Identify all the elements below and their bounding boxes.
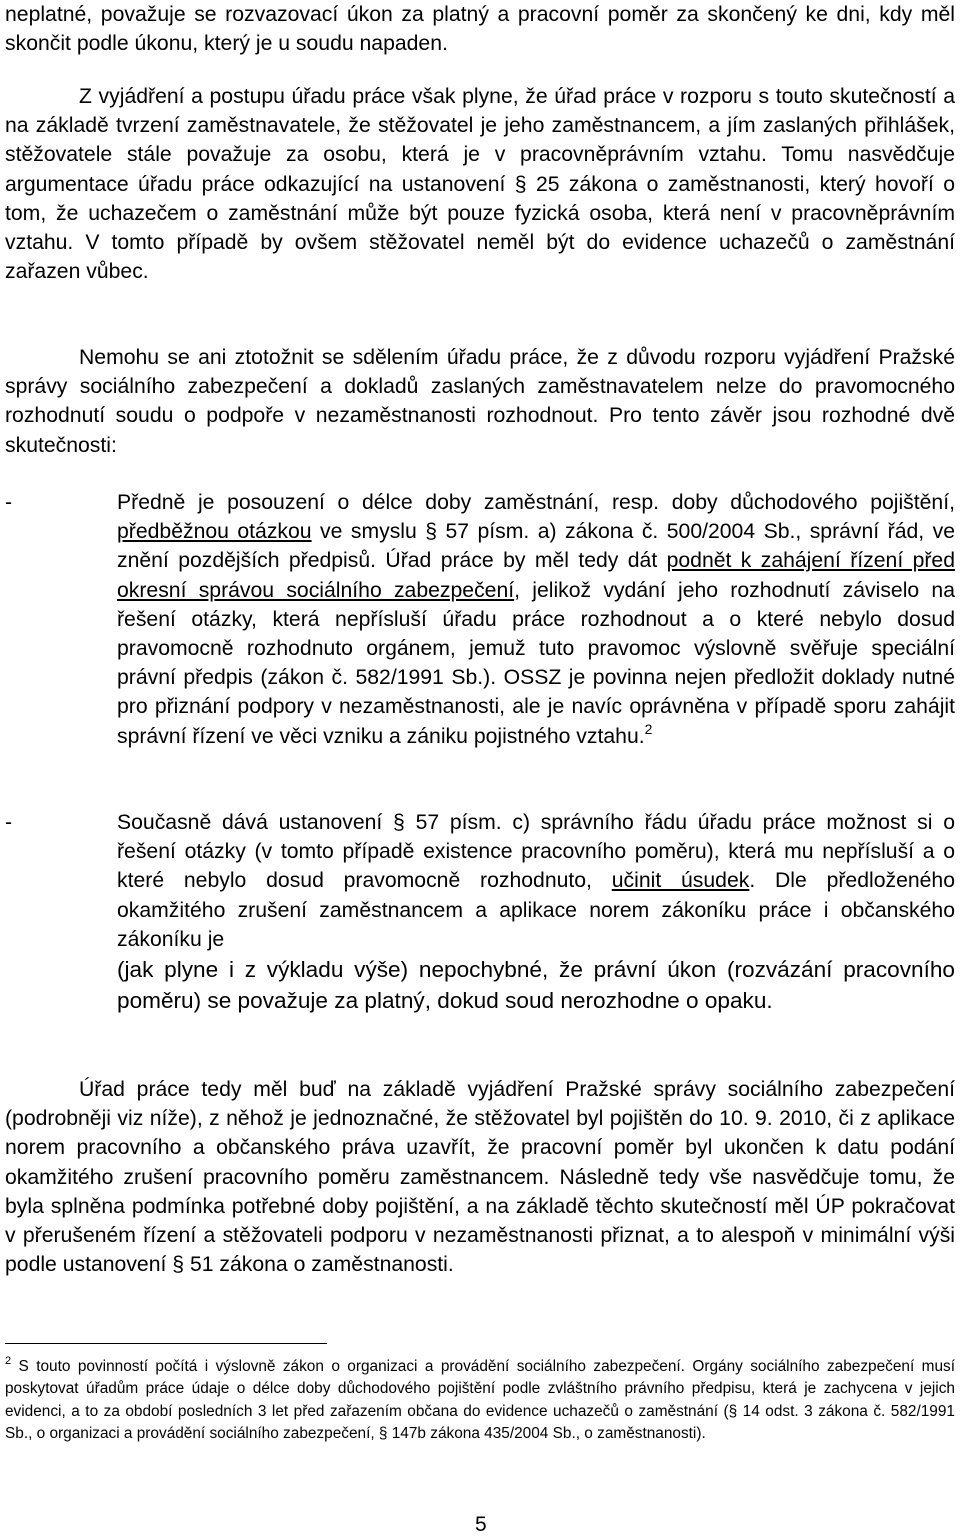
underlined-phrase: podnět k zahájení řízení před okresní správou sociálního zabezpečení	[117, 549, 955, 602]
section-sign: §	[425, 520, 438, 544]
section-sign: §	[393, 811, 405, 834]
underlined-phrase: učinit úsudek	[611, 869, 750, 893]
footnote: $^2$ S touto povinností počítá i výslovně zákon o organizaci a provádění sociálního zabezpečení. Orgány sociálního zabezpečení musí poskytovat úřadům práce údaje o délce doby důchodového pojištění podle zvláštního právního předpisu, která je zachycena v jejich evidenci, a to za období posledních 3 let před zařazením občana do evidence uchazečů o zaměstnání (§ 14 odst. 3 zákona č. 582/1991 Sb., o organizaci a provádění sociálního zabezpečení, § 147b zákona 435/2004 Sb., o zaměstnanosti).	[5, 1355, 955, 1442]
footnote-mark: 2	[5, 1355, 12, 1367]
bullet-dash: -	[5, 811, 13, 834]
footnote-separator	[5, 1343, 327, 1344]
section-sign: §	[514, 172, 527, 196]
emphasized-passage: (jak plyne i z výkladu výše) nepochybné, že právní úkon (rozvázání pracovního poměru) se považuje za platný, dokud soud nerozhodne o opaku.	[117, 957, 955, 1014]
bullet-item-1: - Předně je posouzení o délce doby zaměstnání, resp. doby důchodového pojištění, předběžnou otázkou ve smyslu § 57 písm. a) zákona č. 500/2004 Sb., správní řád, ve znění pozdějších předpisů. Úřad práce by měl tedy dát podnět k zahájení řízení před okresní správou sociálního zabezpečení, jelikož vydání jeho rozhodnutí záviselo na řešení otázky, která nepřísluší úřadu práce rozhodnout a o které nebylo dosud pravomocně rozhodnuto orgánem, jemuž tuto pravomoc výslovně svěřuje speciální právní předpis (zákon č. 582/1991 Sb.). OSSZ je povinna nejen předložit doklady nutné pro přiznání podpory v nezaměstnanosti, ale je navíc oprávněna v případě sporu zahájit správní řízení ve věci vzniku a zániku pojistného vztahu.$^2$	[5, 488, 955, 751]
bullet-dash: -	[5, 491, 13, 514]
section-sign: §	[728, 1402, 738, 1420]
underlined-phrase: předběžnou otázkou	[117, 520, 312, 544]
footnote-reference[interactable]: 2	[644, 720, 653, 737]
bullet-item-2: - Současně dává ustanovení § 57 písm. c) správního řádu úřadu práce možnost si o řešení otázky (v tomto případě existence pracovního poměru), která mu nepřísluší a o které nebylo dosud pravomocně rozhodnuto, učinit úsudek. Dle předloženého okamžitého zrušení zaměstnancem a aplikace norem zákoníku práce i občanského zákoníku je (jak plyne i z výkladu výše) nepochybné, že právní úkon (rozvázání pracovního poměru) se považuje za platný, dokud soud nerozhodne o opaku.	[5, 808, 955, 1016]
continuation-paragraph: neplatné, považuje se rozvazovací úkon za platný a pracovní poměr za skončený ke dni, kdy měl skončit podle úkonu, který je u soudu napaden.	[5, 3, 955, 56]
section-sign: §	[378, 1424, 388, 1442]
paragraph-2: Nemohu se ani ztotožnit se sdělením úřadu práce, že z důvodu rozporu vyjádření Pražské správy sociálního zabezpečení a dokladů zaslaných zaměstnavatelem nelze do pravomocného rozhodnutí soudu o podpoře v nezaměstnanosti rozhodnout. Pro tento závěr jsou rozhodné dvě skutečnosti:	[5, 346, 955, 457]
page-number: 5	[475, 1513, 487, 1536]
paragraph-1: Z vyjádření a postupu úřadu práce však plyne, že úřad práce v rozporu s touto skutečností a na základě tvrzení zaměstnavatele, že stěžovatel je jeho zaměstnancem, a jím zaslaných přihlášek, stěžovatele stále považuje za osobu, která je v pracovněprávním vztahu. Tomu nasvědčuje argumentace úřadu práce odkazující na ustanovení § 25 zákona o zaměstnanosti, který hovoří o tom, že uchazečem o zaměstnání může být pouze fyzická osoba, která není v pracovněprávním vztahu. V tomto případě by ovšem stěžovatel neměl být do evidence uchazečů o zaměstnání zařazen vůbec.	[5, 85, 955, 284]
paragraph-3: Úřad práce tedy měl buď na základě vyjádření Pražské správy sociálního zabezpečení (podrobněji viz níže), z něhož je jednoznačné, že stěžovatel byl pojištěn do 10. 9. 2010, či z aplikace norem pracovního a občanského práva uzavřít, že pracovní poměr byl ukončen k datu podání okamžitého zrušení pracovního poměru zaměstnancem. Následně tedy vše nasvědčuje tomu, že byla splněna podmínka potřebné doby pojištění, a na základě těchto skutečností měl ÚP pokračovat v přerušeném řízení a stěžovateli podporu v nezaměstnanosti přiznat, a to alespoň v minimální výši podle ustanovení § 51 zákona o zaměstnanosti.	[5, 1078, 955, 1277]
